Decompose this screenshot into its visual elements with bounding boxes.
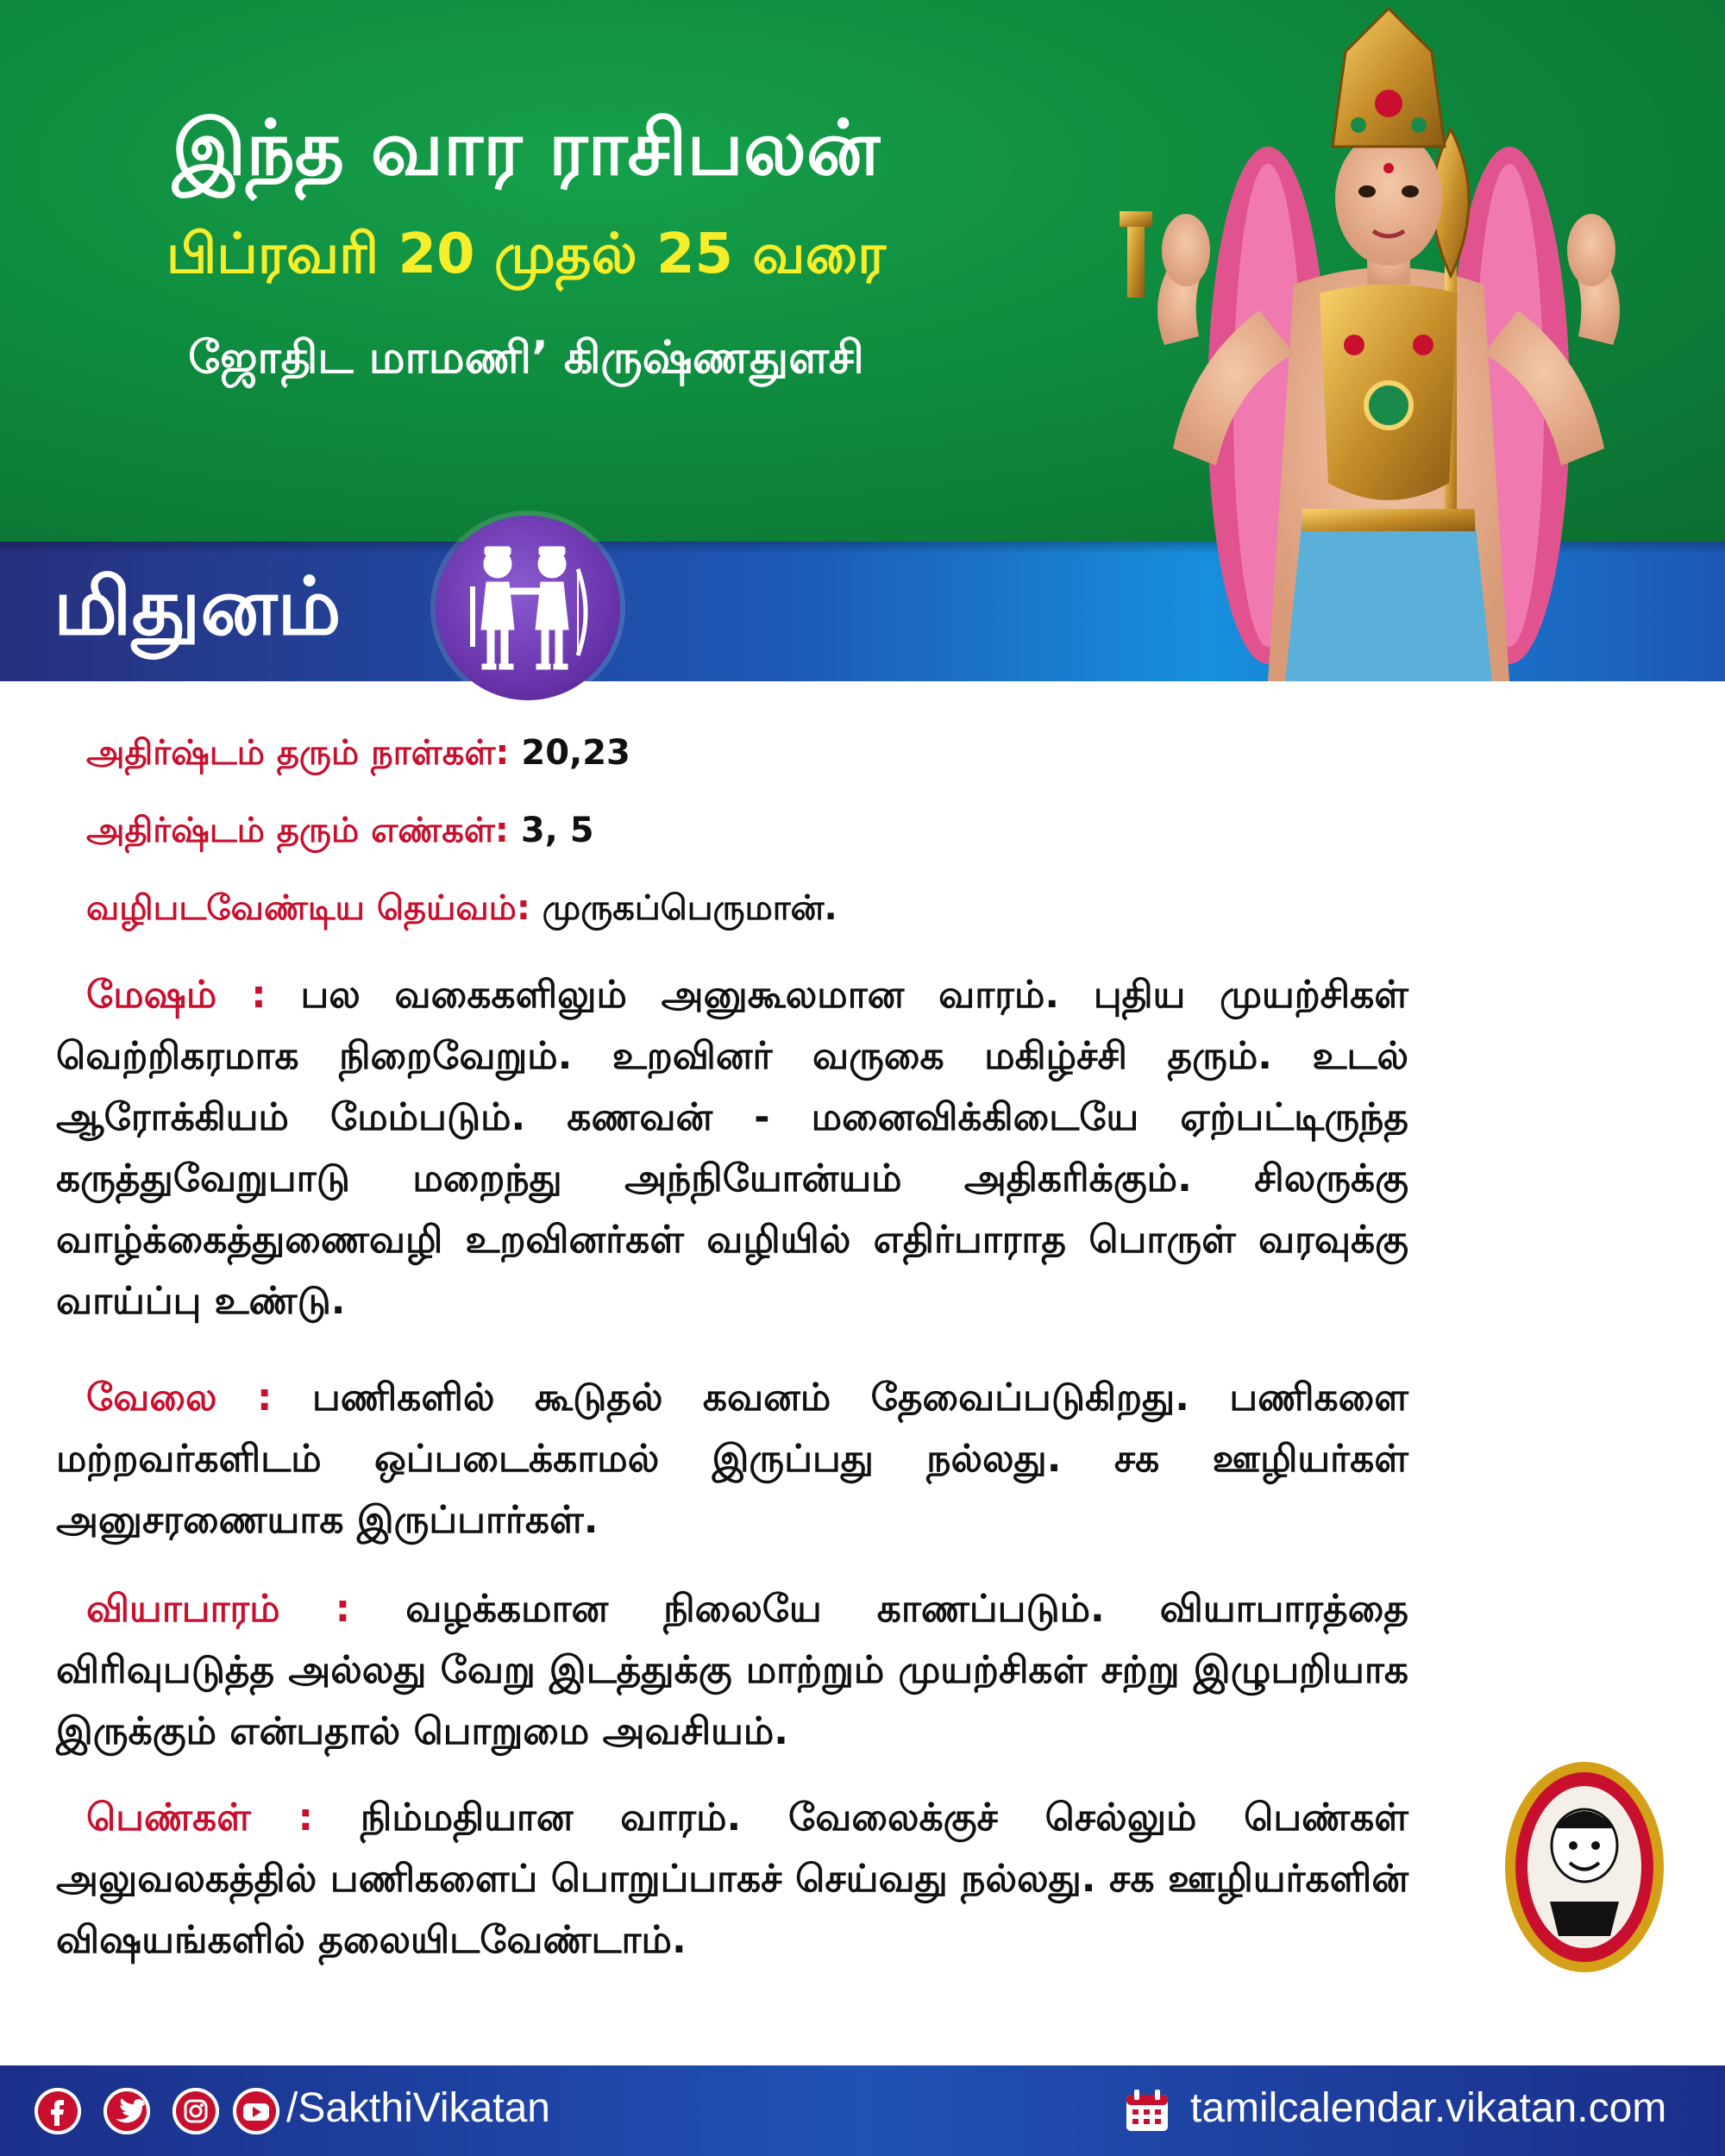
section-pengal xyxy=(56,1787,1408,1971)
section-label: பெண்கள் : xyxy=(86,1796,314,1839)
section-velai xyxy=(56,1367,1408,1551)
section-label: வேலை : xyxy=(86,1376,273,1420)
lucky-days-label: அதிர்ஷ்டம் தரும் நாள்கள்: xyxy=(86,733,510,773)
social-handle[interactable]: /SakthiVikatan xyxy=(286,2085,550,2131)
lucky-days-value: 20,23 xyxy=(521,733,630,773)
vikatan-logo xyxy=(1502,1759,1666,1975)
section-viyaparam xyxy=(56,1578,1408,1762)
footer-bar xyxy=(0,2065,1725,2156)
section-text: பணிகளில் கூடுதல் கவனம் தேவைப்படுகிறது. பணிகளை மற்றவர்களிடம் ஒப்படைக்காமல் இருப்பது நல்லது. சக ஊழியர்கள் அனுசரணையாக இருப்பார்கள். xyxy=(56,1376,1409,1542)
lucky-numbers-value: 3, 5 xyxy=(520,811,594,850)
deity-row xyxy=(86,888,837,932)
lucky-numbers-row xyxy=(86,811,594,855)
gemini-twins-icon xyxy=(459,535,597,681)
section-text: நிம்மதியான வாரம். வேலைக்குச் செல்லும் பெண்கள் அலுவலகத்தில் பணிகளைப் பொறுப்பாகச் செய்வது நல்லது. சக ஊழியர்களின் விஷயங்களில் தலையிடவேண்டாம். xyxy=(56,1796,1408,1962)
twitter-icon[interactable] xyxy=(104,2088,150,2134)
lucky-days-row xyxy=(86,733,630,777)
sign-badge xyxy=(436,516,620,700)
deity-label: வழிபடவேண்டிய தெய்வம்: xyxy=(86,888,530,928)
author-name: ஜோதிட மாமணி’ கிருஷ்ணதுளசி xyxy=(188,332,864,384)
date-range: பிப்ரவரி 20 முதல் 25 வரை xyxy=(166,222,887,286)
youtube-icon[interactable] xyxy=(233,2088,279,2134)
calendar-icon xyxy=(1123,2088,1171,2134)
lucky-numbers-label: அதிர்ஷ்டம் தரும் எண்கள்: xyxy=(86,811,509,850)
section-label: மேஷம் : xyxy=(86,973,267,1017)
section-label: வியாபாரம் : xyxy=(86,1587,351,1631)
website-link[interactable]: tamilcalendar.vikatan.com xyxy=(1190,2085,1667,2131)
sign-name: மிதுனம் xyxy=(53,561,342,653)
page-title: இந்த வார ராசிபலன் xyxy=(172,103,881,192)
facebook-icon[interactable] xyxy=(34,2088,81,2134)
section-mesham xyxy=(56,964,1408,1332)
section-text: வழக்கமான நிலையே காணப்படும். வியாபாரத்தை விரிவுபடுத்த அல்லது வேறு இடத்துக்கு மாற்றும் முயற்சிகள் சற்று இழுபறியாக இருக்கும் என்பதால் பொறுமை அவசியம். xyxy=(56,1587,1408,1753)
deity-value: முருகப்பெருமான். xyxy=(542,888,837,928)
instagram-icon[interactable] xyxy=(172,2088,219,2134)
section-text: பல வகைகளிலும் அனுகூலமான வாரம். புதிய முயற்சிகள் வெற்றிகரமாக நிறைவேறும். உறவினர் வருகை மகிழ்ச்சி தரும். உடல் ஆரோக்கியம் மேம்படும். கணவன் - மனைவிக்கிடையே ஏற்பட்டிருந்த கருத்துவேறுபாடு மறைந்து அந்நியோன்யம் அதிகரிக்கும். சிலருக்கு வாழ்க்கைத்துணைவழி உறவினர்கள் வழியில் எதிர்பாராத பொருள் வரவுக்கு வாய்ப்பு உண்டு. xyxy=(56,973,1408,1323)
murugan-illustration xyxy=(1044,0,1725,681)
